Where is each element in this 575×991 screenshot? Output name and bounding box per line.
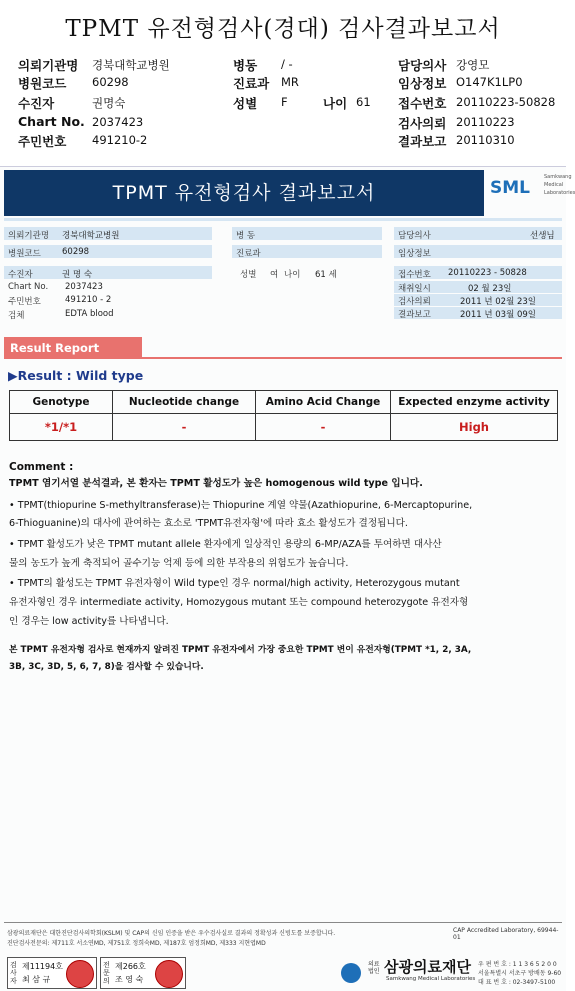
sml-logo-sub1: Samkwang: [544, 174, 572, 180]
sheet-doctor-label: 담당의사: [398, 231, 431, 241]
cell-amino-acid: -: [256, 414, 391, 441]
result-divider: [4, 357, 562, 359]
clinical-label: 임상정보: [398, 76, 447, 91]
sheet-specimen-value: EDTA blood: [65, 309, 114, 319]
sml-logo-sub2: Medical: [544, 182, 564, 188]
physician-stamp-role: 전문의: [103, 961, 110, 985]
sheet-code-label: 병원코드: [8, 249, 41, 259]
sheet-code-value: 60298: [62, 247, 90, 257]
physician-seal-icon: [155, 960, 183, 988]
report-banner: TPMT 유전형검사 결과보고서: [4, 170, 484, 216]
genotype-table: [9, 390, 558, 441]
table-header-row: [10, 391, 558, 414]
sheet-rrn-label: 주민번호: [8, 297, 41, 307]
footer-divider: [4, 922, 562, 923]
cell-enzyme-activity: High: [391, 414, 558, 441]
sheet-ward-label: 병 동: [236, 231, 256, 241]
sheet-request-value: 2011 년 02월 23일: [460, 297, 537, 307]
patient-label: 수진자: [18, 96, 55, 111]
sheet-dept-label: 진료과: [236, 249, 261, 259]
comment-b2b: 물의 농도가 높게 축적되어 골수기능 억제 등에 의한 부작용의 위험도가 높습니다.: [9, 558, 349, 569]
table-row: [10, 414, 558, 441]
sheet-chart-value: 2037423: [65, 282, 103, 292]
footer-note1: 삼광의료재단은 대한진단검사의학회(KSLM) 및 CAP의 신임 인증을 받은 우수검사실로 결과의 정확성과 신빙도를 보증합니다.: [7, 930, 336, 937]
sheet-chart-label: Chart No.: [8, 282, 49, 292]
banner-underline: [4, 218, 562, 221]
sheet-patient-label: 수진자: [8, 270, 33, 280]
col-amino-acid: Amino Acid Change: [256, 391, 391, 414]
rrn-label: 주민번호: [18, 134, 67, 149]
sheet-sex-label: 성별: [240, 270, 257, 280]
cell-nucleotide: -: [113, 414, 256, 441]
age-value: 61: [356, 95, 371, 109]
dept-label: 진료과: [233, 76, 270, 91]
institution-label: 의뢰기관명: [18, 58, 79, 73]
footer-note2: 진단검사전문의: 제711호 서소연MD, 제751호 정희숙MD, 제187호 엄정희MD, 제333 지현엽MD: [7, 940, 266, 947]
result-headline: ▶Result : Wild type: [8, 368, 144, 383]
receipt-label: 접수번호: [398, 96, 447, 111]
comment-end2: 3B, 3C, 3D, 5, 6, 7, 8)을 검사할 수 있습니다.: [9, 662, 204, 672]
rrn-value: 491210-2: [92, 133, 148, 147]
comment-b3a: • TPMT의 활성도는 TPMT 유전자형이 Wild type인 경우 normal/high activity, Heterozygous mutant: [9, 578, 460, 589]
age-label: 나이: [323, 96, 348, 111]
hospital-code-value: 60298: [92, 75, 129, 89]
sheet-institution-value: 경북대학교병원: [62, 231, 120, 241]
sheet-age-value: 61 세: [315, 270, 337, 280]
physician-stamp-number: 제266호: [115, 962, 146, 971]
result-report-tab: Result Report: [4, 337, 142, 359]
hospital-code-label: 병원코드: [18, 76, 67, 91]
sheet-request-label: 검사의뢰: [398, 297, 431, 307]
ward-label: 병동: [233, 58, 258, 73]
report-date-label: 결과보고: [398, 134, 447, 149]
tester-stamp-role: 검사자: [10, 961, 17, 985]
comment-end1: 본 TPMT 유전자형 검사로 현재까지 알려진 TPMT 유전자에서 가장 중요한 TPMT 변이 유전자형(TPMT *1, 2, 3A,: [9, 645, 472, 655]
sheet-collect-value: 02 월 23일: [468, 284, 512, 294]
comment-b3b: 유전자형인 경우 intermediate activity, Homozygous mutant 또는 compound heterozygote 유전자형: [9, 597, 469, 608]
patient-row: [4, 266, 212, 279]
col-enzyme-activity: Expected enzyme activity: [391, 391, 558, 414]
sex-label: 성별: [233, 96, 258, 111]
comment-b3c: 인 경우는 low activity를 나타냅니다.: [9, 616, 169, 627]
sheet-clinical-label: 임상정보: [398, 249, 431, 259]
sheet-institution-label: 의뢰기관명: [8, 231, 50, 241]
doctor-label: 담당의사: [398, 58, 447, 73]
physician-stamp: [100, 957, 186, 989]
cell-genotype: *1/*1: [10, 414, 113, 441]
sheet-specimen-label: 검체: [8, 311, 25, 321]
sheet-receipt-value: 20110223 - 50828: [448, 268, 527, 278]
ward-value: / -: [281, 57, 293, 71]
sml-emblem-icon: [338, 958, 364, 984]
sheet-rrn-value: 491210 - 2: [65, 295, 112, 305]
tester-seal-icon: [66, 960, 94, 988]
contact-zip: 우 편 번 호 : 1 1 3 6 5 2 0 0: [478, 961, 557, 968]
comment-title: Comment :: [9, 461, 74, 473]
org-name-en: Samkwang Medical Laboratories: [386, 976, 476, 982]
sheet-receipt-label: 접수번호: [398, 270, 431, 280]
sex-value: F: [281, 95, 288, 109]
comment-b1b: 6-Thioguanine)의 대사에 관여하는 효소로 'TPMT유전자형'에 따라 효소 활성도가 결정됩니다.: [9, 518, 408, 529]
col-genotype: Genotype: [10, 391, 113, 414]
physician-stamp-name: 조 영 숙: [115, 975, 144, 984]
sheet-doctor-value: 선생님: [530, 231, 555, 241]
tester-stamp: [7, 957, 97, 989]
cap-accreditation: CAP Accredited Laboratory, 69944-01: [453, 927, 559, 941]
receipt-value: 20110223-50828: [456, 95, 556, 109]
sheet-age-label: 나이: [284, 270, 301, 280]
dept-value: MR: [281, 75, 299, 89]
chart-value: 2037423: [92, 115, 144, 129]
sml-logo-text: SML: [490, 178, 530, 198]
institution-value: 경북대학교병원: [92, 58, 170, 72]
request-value: 20110223: [456, 115, 515, 129]
sheet-collect-label: 채취일시: [398, 284, 431, 294]
contact-address: 서울특별시 서초구 방배동 9-60: [478, 970, 562, 977]
sheet-report-value: 2011 년 03월 09일: [460, 310, 537, 320]
sheet-report-label: 결과보고: [398, 310, 431, 320]
comment-b2a: • TPMT 활성도가 낮은 TPMT mutant allele 환자에게 일상적인 용량의 6-MP/AZA를 투여하면 대사산: [9, 539, 442, 550]
report-date-value: 20110310: [456, 133, 515, 147]
tester-stamp-name: 최 삼 규: [22, 975, 51, 984]
patient-value: 권명숙: [92, 96, 126, 110]
doctor-value: 강영모: [456, 58, 490, 72]
contact-phone: 대 표 번 호 : 02-3497-5100: [478, 979, 556, 986]
report-title: TPMT 유전형검사(경대) 검사결과보고서: [65, 16, 501, 42]
sml-logo-sub3: Laboratories: [544, 190, 575, 196]
tester-stamp-number: 제11194호: [22, 962, 63, 971]
sheet-patient-value: 권 명 숙: [62, 270, 93, 280]
org-small-label: 의료법인: [368, 961, 380, 975]
clinical-value: O147K1LP0: [456, 75, 523, 89]
col-nucleotide: Nucleotide change: [113, 391, 256, 414]
org-name: 삼광의료재단: [384, 958, 471, 976]
sml-logo: [488, 172, 575, 210]
request-label: 검사의뢰: [398, 116, 447, 131]
chart-label: Chart No.: [18, 114, 85, 129]
comment-lead: TPMT 염기서열 분석결과, 본 환자는 TPMT 활성도가 높은 homogenous wild type 입니다.: [9, 478, 423, 489]
sheet-sex-value: 여: [270, 270, 279, 280]
comment-b1a: • TPMT(thiopurine S-methyltransferase)는 Thiopurine 계열 약물(Azathiopurine, 6-Mercaptopurine,: [9, 500, 473, 511]
